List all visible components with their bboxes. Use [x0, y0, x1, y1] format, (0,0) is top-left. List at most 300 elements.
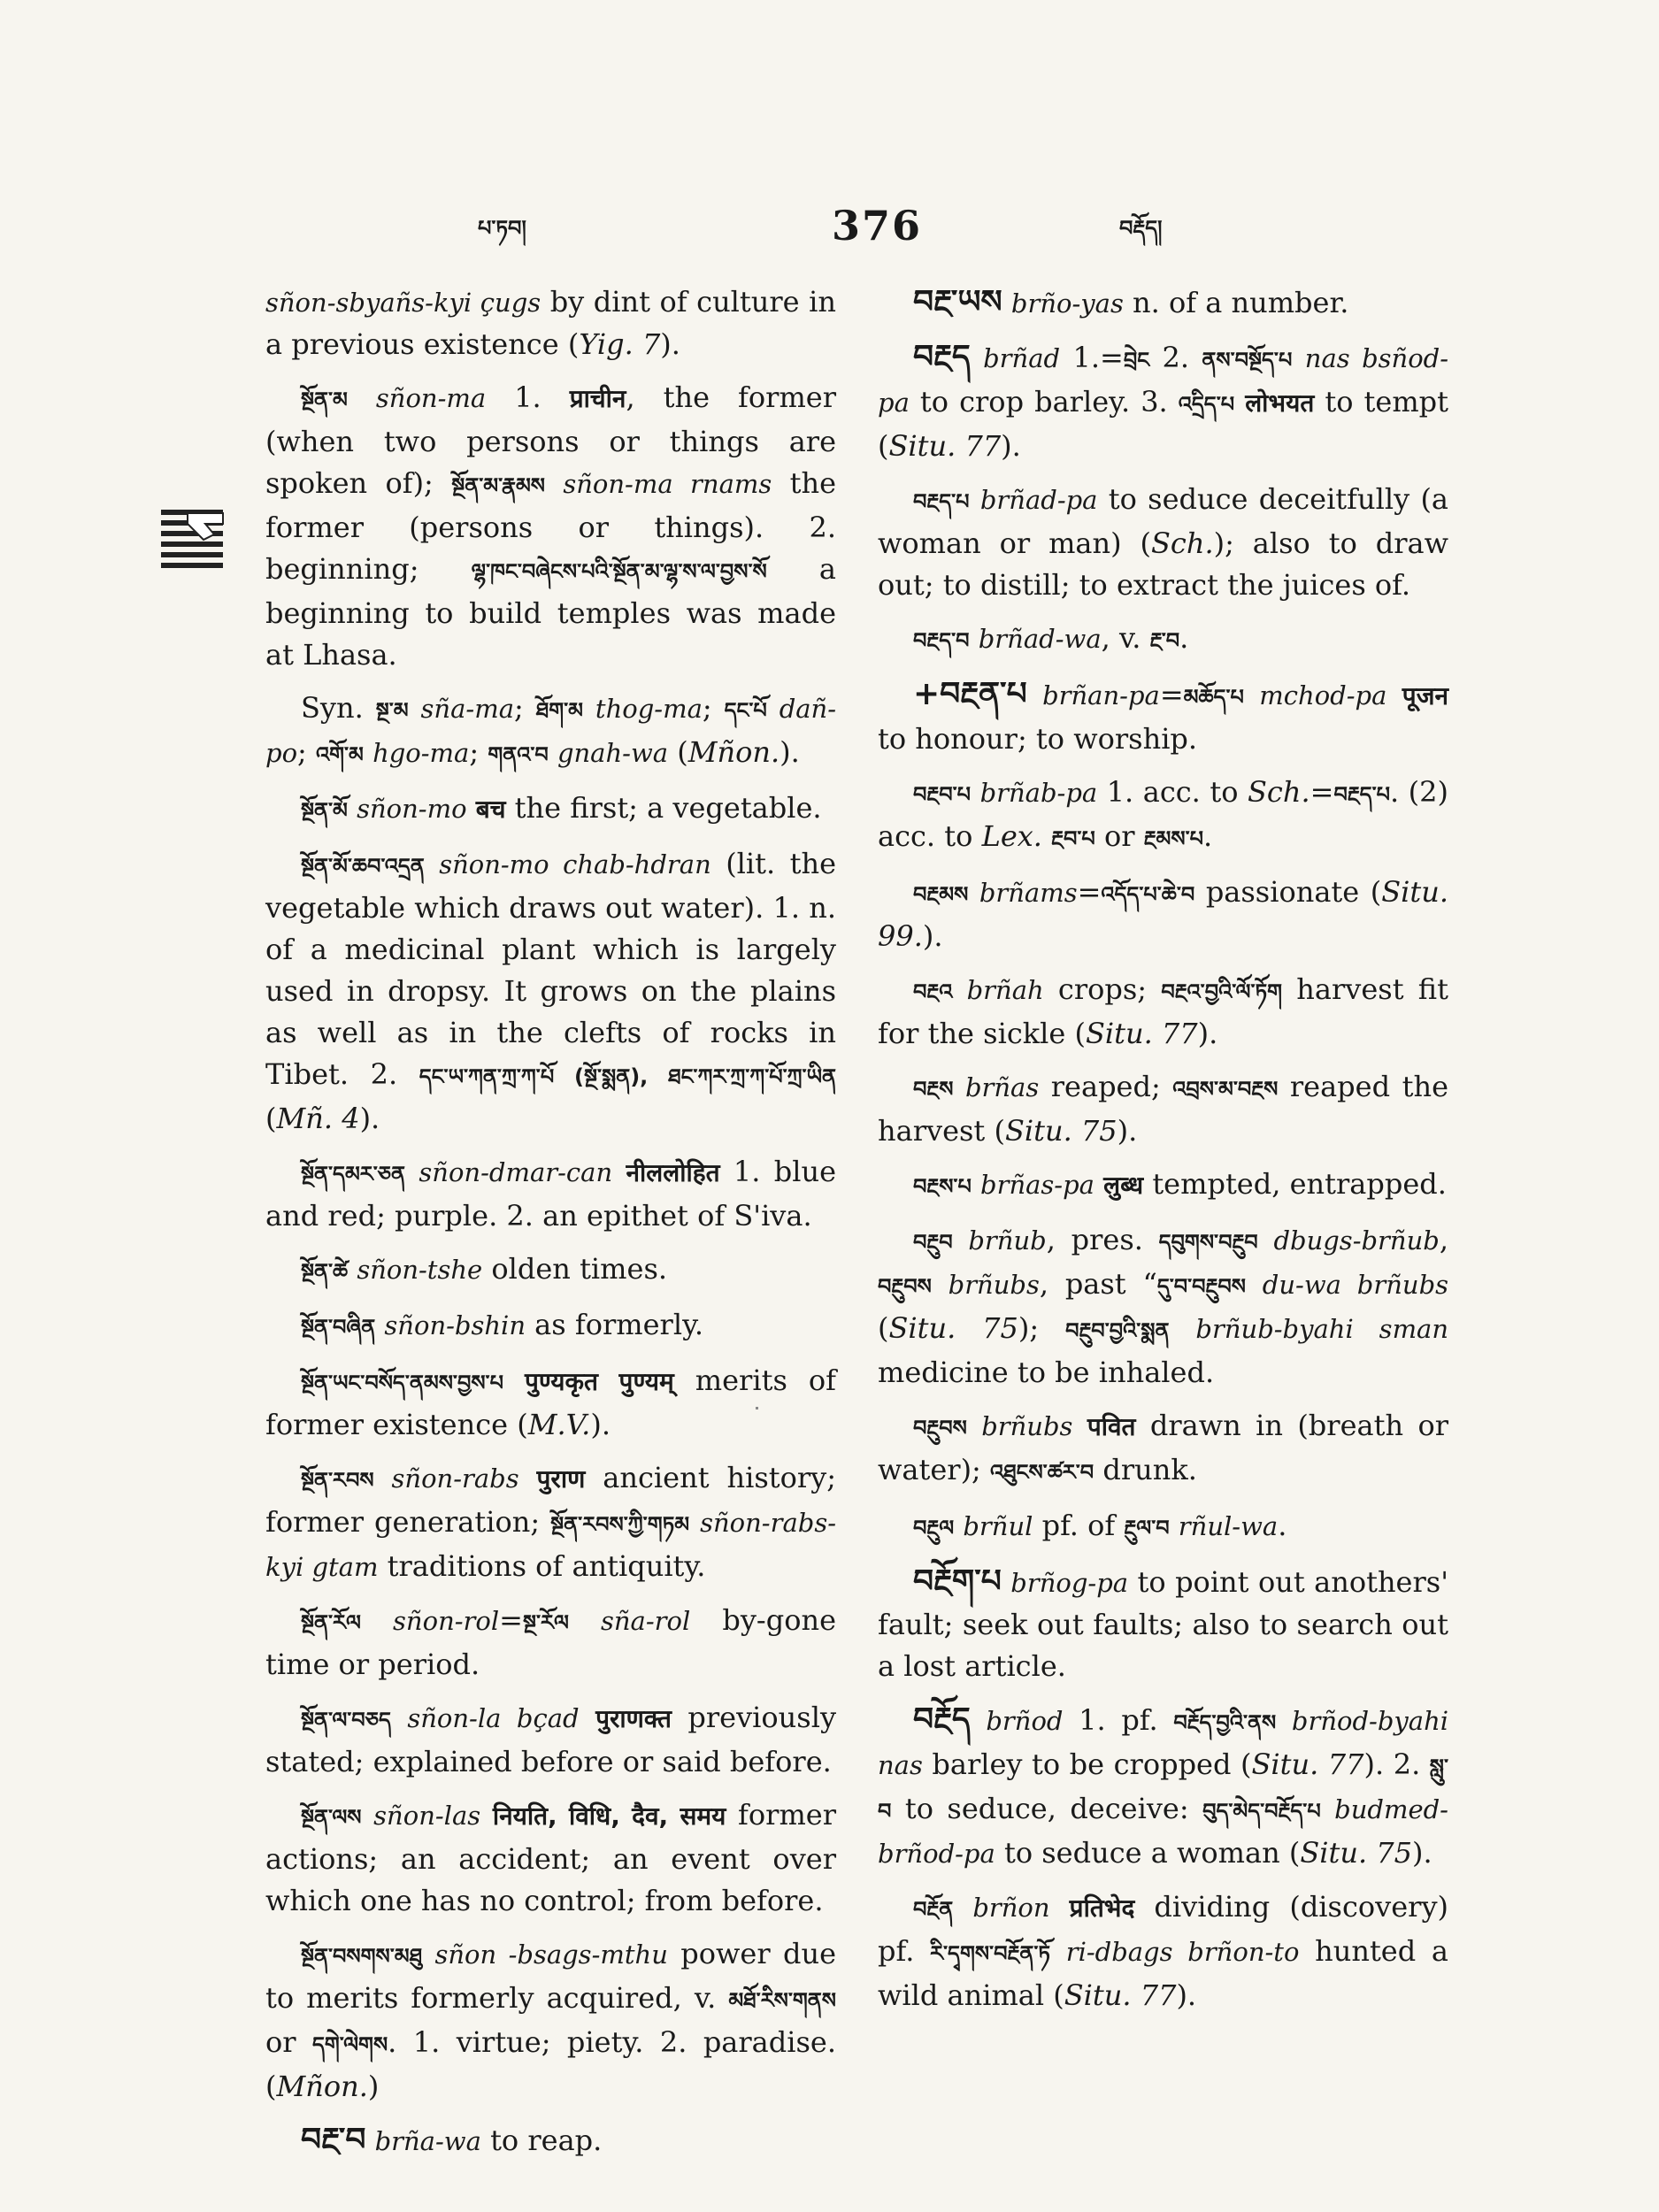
definition-text [1321, 1792, 1334, 1825]
definition-text: barley to be cropped ( [922, 1747, 1252, 1781]
transliteration: brñub-byahi sman [1195, 1314, 1449, 1344]
sanskrit-gloss: बच [475, 795, 506, 824]
definition-text: drunk. [1094, 1453, 1197, 1486]
page-number: 376 [832, 202, 923, 250]
dictionary-entry [265, 1794, 836, 1922]
definition-text [1050, 1934, 1066, 1968]
definition-text [1170, 1311, 1196, 1345]
dictionary-entry [878, 1886, 1448, 2016]
tibetan-headword: བརྔས [913, 1077, 954, 1102]
dictionary-entry [265, 1360, 836, 1446]
definition-text [1170, 1509, 1179, 1542]
definition-text [405, 1155, 419, 1188]
sanskrit-gloss: नीललोहित [626, 1158, 720, 1187]
dictionary-entry [878, 872, 1448, 957]
definition-text: to seduce deceitfully (a woman or man) ( [878, 482, 1449, 560]
definition-text: ). [1176, 1978, 1197, 2012]
dictionary-entry [878, 1405, 1448, 1494]
definition-text [970, 621, 979, 655]
tibetan-headword: བརྔོད་བྱའི་ནས [1173, 1710, 1277, 1735]
definition-text: 1. pf. [1063, 1703, 1174, 1737]
dictionary-entry [265, 1457, 836, 1588]
definition-text [1094, 1167, 1103, 1201]
definition-text: to honour; to worship. [878, 722, 1198, 756]
transliteration: brñas [964, 1072, 1040, 1102]
source-reference: Mñ. 4 [276, 1102, 360, 1135]
thumb-index-mark-icon [161, 504, 258, 575]
tibetan-headword: དབུགས་བརྔུབ [1158, 1230, 1258, 1255]
tibetan-headword: བརྔབ་པ [913, 782, 972, 807]
tibetan-headword: སྔོན་མ [301, 388, 348, 412]
left-column [265, 281, 836, 2174]
transliteration: brñon [972, 1893, 1050, 1923]
transliteration: sñon-rabs [391, 1463, 519, 1494]
transliteration: brñas-pa [980, 1170, 1094, 1200]
transliteration: brñubs [948, 1270, 1040, 1300]
definition-text [364, 735, 373, 769]
transliteration: brñub [968, 1225, 1047, 1256]
definition-text [1042, 819, 1051, 853]
definition-text: ( [265, 1102, 277, 1135]
tibetan-headword: སྔོན་ཡང་བསོད་ནམས་བྱས་པ [301, 1371, 503, 1395]
source-reference: Mñon. [276, 2070, 368, 2103]
definition-text: ); also to draw out; to distill; to extract the juices of. [878, 526, 1449, 602]
definition-text: 1. blue and red; purple. 2. an epithet of S'iva. [265, 1155, 837, 1233]
transliteration: rñul-wa [1178, 1511, 1279, 1541]
definition-text [1027, 678, 1042, 711]
definition-text [953, 1890, 972, 1924]
definition-text: or [265, 2025, 312, 2059]
definition-text: 1. acc. to [1097, 775, 1248, 809]
tibetan-headword-large: བརྔོད [913, 1701, 971, 1738]
definition-text: . [1179, 621, 1189, 655]
transliteration: gnah-wa [557, 738, 669, 768]
sanskrit-gloss: प्राचीन [569, 384, 626, 413]
definition-text: to crop barley. 3. [909, 385, 1179, 419]
definition-text [952, 972, 966, 1006]
definition-text: . [1278, 1509, 1287, 1542]
definition-text: ( [668, 735, 688, 769]
transliteration: nas bsñod-pa [878, 343, 1449, 418]
source-reference: Mñon. [687, 735, 780, 769]
source-reference: Situ. 77 [1085, 1017, 1198, 1050]
plus-mark: + [913, 675, 941, 712]
transliteration: sñon-la bçad [407, 1703, 580, 1733]
definition-text: , [1439, 1223, 1449, 1256]
definition-text [1072, 1409, 1087, 1442]
source-reference: Situ. 77 [1064, 1978, 1177, 2012]
definition-text: ancient history; former generation; [265, 1461, 837, 1539]
transliteration: dbugs-brñub [1273, 1225, 1440, 1256]
dictionary-entry [265, 281, 836, 365]
definition-text: to point out anothers' fault; seek out faults; also to search out a lost article. [878, 1565, 1449, 1683]
definition-text [1234, 385, 1245, 419]
definition-text: ). [359, 1102, 380, 1135]
tibetan-headword: བརྔད་བ [913, 628, 970, 653]
tibetan-headword: བརྔུབས [878, 1274, 932, 1299]
sanskrit-gloss: पुराणक्त [595, 1704, 672, 1733]
definition-text [374, 1461, 392, 1494]
tibetan-headword: སྔོན་བཞིན [301, 1315, 376, 1340]
tibetan-headword-large: བརྔན་པ [940, 676, 1027, 712]
tibetan-headword: བརྔའ [913, 979, 953, 1004]
tibetan-headword-large: བརྔ་ཡས [913, 284, 1002, 320]
definition-text: 1. [486, 380, 570, 414]
tibetan-headword: སྔ་མ [375, 698, 409, 723]
tibetan-headword: སྔོན་ལས [301, 1805, 362, 1830]
transliteration: brñul [963, 1511, 1033, 1541]
definition-text [953, 1070, 965, 1103]
transliteration: sñon-mo chab-hdran [439, 849, 711, 879]
definition-text [375, 1308, 384, 1341]
transliteration: dañ-po [265, 694, 837, 768]
definition-text: medicine to be inhaled. [878, 1356, 1215, 1389]
transliteration: brñad [983, 343, 1061, 373]
tibetan-headword: འཐུངས་ཚར་བ [990, 1460, 1094, 1485]
page-header [0, 202, 1659, 255]
transliteration: sña-rol [600, 1606, 691, 1636]
transliteration: sñon-rol [393, 1606, 500, 1636]
definition-text [689, 1505, 700, 1539]
tibetan-headword: འབྲས་མ་བརྔས [1172, 1077, 1279, 1102]
source-reference: M.V. [527, 1408, 591, 1441]
transliteration: brñab-pa [979, 778, 1098, 808]
definition-text [580, 1701, 595, 1734]
definition-text [767, 691, 780, 725]
source-reference: Situ. 75 [1300, 1836, 1413, 1870]
source-reference: Situ. 75 [888, 1311, 1018, 1345]
transliteration: ri-dbags brñon-to [1065, 1937, 1300, 1967]
dictionary-entry [878, 1561, 1448, 1687]
dictionary-entry [265, 1600, 836, 1686]
tibetan-headword: སྔོན་རབས [301, 1468, 374, 1493]
definition-text: . [1203, 819, 1213, 853]
definition-text: olden times. [482, 1252, 668, 1286]
tibetan-headword: ཐོག་མ [535, 698, 583, 723]
tibetan-headword: བརྔམས [913, 882, 969, 907]
tibetan-headword: བྲེང [1123, 348, 1150, 373]
definition-text: reaped; [1039, 1070, 1173, 1103]
tibetan-headword: རྔམས་པ [1143, 826, 1204, 851]
definition-text: = [1077, 875, 1102, 909]
tibetan-headword: བུད་མེད་བརྔོད་པ [1202, 1799, 1321, 1824]
transliteration: sñon -bsags-mthu [434, 1939, 668, 1970]
definition-text: ). [780, 735, 800, 769]
definition-text: (lit. the vegetable which draws out water). 1. n. of a medicinal plant which is largely used in dropsy. It grows on the plains as well as in the clefts of rocks in Tibet. 2. [265, 847, 836, 1091]
transliteration: brñad-pa [979, 485, 1098, 515]
sanskrit-gloss: पुण्यकृत पुण्यम् [525, 1367, 674, 1396]
definition-text: ; [297, 735, 316, 769]
dictionary-entry [265, 1304, 836, 1348]
tibetan-headword: བརྔའ་བྱའི་ལོ་ཏོག [1161, 979, 1283, 1004]
definition-text: ). [922, 919, 943, 953]
definition-text: , past “ [1039, 1267, 1157, 1301]
dictionary-entry [878, 479, 1448, 606]
definition-text: = [499, 1603, 523, 1637]
definition-text [569, 1603, 601, 1637]
definition-text: pf. of [1033, 1509, 1125, 1542]
dictionary-entry [265, 1151, 836, 1237]
tibetan-headword: དགེ་ལེགས [312, 2032, 388, 2057]
transliteration: brñad-wa [978, 624, 1102, 654]
definition-text [1246, 1267, 1263, 1301]
definition-text: the first; a vegetable. [505, 791, 822, 825]
tibetan-headword: འགོ་མ [315, 742, 364, 767]
print-speck [756, 1407, 758, 1409]
definition-text [503, 1363, 525, 1397]
definition-text: 2. [1149, 341, 1202, 374]
definition-text: , the former (when two persons or things are spoken of); [265, 380, 837, 500]
sanskrit-gloss: पूजन [1402, 681, 1449, 710]
transliteration: sñon-ma rnams [563, 469, 772, 499]
transliteration: sñon-sbyañs-kyi çugs [265, 288, 541, 318]
tibetan-headword: བརྔད་པ [1333, 782, 1390, 807]
definition-text: passionate ( [1194, 875, 1382, 909]
definition-text [361, 1603, 393, 1637]
definition-text: merits of former existence ( [265, 1363, 837, 1441]
definition-text: . (2) acc. to [878, 775, 1449, 853]
dictionary-entry [878, 336, 1448, 467]
dictionary-entry [878, 1219, 1448, 1394]
definition-text [1292, 341, 1304, 374]
dictionary-entry [878, 772, 1448, 860]
tibetan-headword: སྔོན་མ་རྣམས [451, 473, 545, 498]
source-reference: Sch. [1151, 526, 1214, 560]
definition-text [971, 1703, 987, 1737]
definition-text [1386, 678, 1402, 711]
tibetan-headword: རྔུལ་བ [1124, 1516, 1170, 1540]
tibetan-headword: དུ་བ་བརྔུབས [1156, 1274, 1246, 1299]
tibetan-headword: དང་ཡ་ཀན་ཀྲ་ཀ་པོ (སྔོ་སྨན), ཐང་ཀར་ཀྲ་ཀ་པོ་ཀྲ་ཡིན [419, 1064, 836, 1089]
definition-text: drawn in (breath or water); [878, 1409, 1449, 1486]
tibetan-headword: སྔོན་རབས་ཀྱི་གཏམ [550, 1512, 690, 1537]
transliteration: mchod-pa [1259, 680, 1387, 710]
tibetan-headword: ལྷ་ཁང་བཞེངས་པའི་སྔོན་མ་ལྷ་ས་ལ་བྱས་སོ [471, 559, 767, 584]
definition-text [467, 791, 476, 825]
dictionary-entry [265, 843, 836, 1140]
definition-text: reaped the harvest ( [878, 1070, 1448, 1148]
dictionary-entry [878, 1699, 1448, 1875]
tibetan-headword: སྔོན་ལ་བཅད [301, 1708, 391, 1732]
tibetan-headword-large: བརྔོག་པ [913, 1563, 1002, 1600]
transliteration: sñon-rabs-kyi gtam [265, 1508, 837, 1582]
tibetan-headword: ནས་བསྔོད་པ [1202, 348, 1293, 373]
definition-text: traditions of antiquity. [378, 1549, 706, 1583]
transliteration: sñon-dmar-can [419, 1157, 613, 1187]
transliteration: brñan-pa [1042, 680, 1160, 710]
definition-text [967, 1409, 981, 1442]
transliteration: sñon-ma [375, 383, 487, 413]
dictionary-entry [265, 377, 836, 676]
definition-text: ; [513, 691, 536, 725]
dictionary-entry [878, 281, 1448, 325]
definition-text [422, 1937, 434, 1970]
definition-text: to reap. [480, 2124, 603, 2157]
source-reference: Yig. 7 [579, 327, 661, 361]
definition-text: tempted, entrapped. [1143, 1167, 1447, 1201]
definition-text [348, 791, 357, 825]
tibetan-headword-large: བརྔ་བ [301, 2122, 366, 2158]
transliteration: brñod-byahi nas [878, 1706, 1449, 1780]
definition-text: to seduce, deceive: [891, 1792, 1203, 1825]
tibetan-headword: སྔོན་ཚེ [301, 1259, 349, 1284]
source-reference: Situ. 99. [878, 875, 1449, 953]
definition-text [971, 341, 983, 374]
dictionary-entry [878, 969, 1448, 1055]
left-running-head: པ་ཏབ། [478, 216, 526, 241]
tibetan-headword: མཆོད་པ [1183, 685, 1244, 710]
definition-text: harvest fit for the sickle ( [878, 972, 1448, 1050]
definition-text: ). [1197, 1017, 1218, 1050]
definition-text: ; [702, 691, 725, 725]
definition-text [1276, 1703, 1292, 1737]
tibetan-headword: བརྔུབས [913, 1416, 967, 1440]
tibetan-headword: མཐོ་རིས་གནས [728, 1988, 836, 2013]
tibetan-headword: བརྔོན [913, 1897, 954, 1922]
definition-text: ). [1412, 1836, 1432, 1870]
dictionary-entry [265, 1933, 836, 2108]
definition-text: former actions; an accident; an event over which one has no control; from before. [265, 1798, 837, 1917]
tibetan-headword: བརྔས་པ [913, 1174, 972, 1199]
definition-text [348, 380, 376, 414]
dictionary-entry [265, 687, 836, 776]
definition-text [409, 691, 421, 725]
tibetan-headword: རི་དྭགས་བརྔོན་ཏོ [930, 1941, 1050, 1966]
definition-text [970, 482, 980, 516]
definition-text [361, 1798, 373, 1832]
definition-text: by dint of culture in a previous existence ( [265, 285, 836, 361]
definition-text: ). [660, 327, 680, 361]
definition-text: the former (persons or things). 2. beginning; [265, 466, 837, 586]
tibetan-headword: རྔ་བ [1149, 628, 1180, 653]
sanskrit-gloss: लुब्ध [1103, 1171, 1144, 1200]
transliteration: brñah [966, 975, 1044, 1005]
tibetan-headword: དང་པོ [724, 698, 767, 723]
definition-text: ). [1001, 429, 1021, 463]
definition-text [968, 875, 979, 909]
definition-text [1002, 1565, 1010, 1599]
source-reference: Lex. [981, 819, 1042, 853]
definition-text: a beginning to build temples was made at Lhasa. [265, 552, 837, 672]
dictionary-entry [878, 1066, 1448, 1152]
transliteration: hgo-ma [373, 738, 470, 768]
tibetan-headword: སླུ་བ [878, 1755, 1449, 1824]
definition-text: crops; [1043, 972, 1162, 1006]
sanskrit-gloss: पुराण [536, 1464, 586, 1494]
transliteration: sña-ma [420, 694, 514, 724]
source-reference: Situ. 77 [888, 429, 1002, 463]
definition-text [348, 1252, 357, 1286]
tibetan-headword: སྔོན་མོ [301, 798, 348, 823]
definition-text [932, 1267, 949, 1301]
tibetan-headword: གནའ་བ [488, 742, 549, 767]
definition-text [1258, 1223, 1274, 1256]
dictionary-entry [265, 2119, 836, 2162]
definition-text [583, 691, 595, 725]
source-reference: Sch. [1248, 775, 1310, 809]
transliteration: brña-wa [374, 2126, 481, 2156]
transliteration: brñog-pa [1010, 1568, 1129, 1598]
right-running-head: བརྡོད། [1119, 216, 1163, 241]
definition-text [612, 1155, 626, 1188]
transliteration: thog-ma [595, 694, 703, 724]
tibetan-headword: བརྔུབ [913, 1230, 953, 1255]
transliteration: brño-yas [1010, 288, 1124, 319]
tibetan-headword: སྔོན་བསགས་མཐུ [301, 1944, 423, 1969]
source-reference: Situ. 75 [1004, 1114, 1118, 1148]
tibetan-headword-large: བརྔད [913, 339, 971, 375]
source-reference: Situ. 77 [1251, 1747, 1364, 1781]
right-column [878, 281, 1448, 2028]
tibetan-headword: སྔོན་དམར་ཅན [301, 1162, 406, 1187]
definition-text: previously stated; explained before or said before. [265, 1701, 837, 1778]
definition-text: ; [469, 735, 488, 769]
tibetan-headword: སྔ་རོལ [522, 1610, 569, 1635]
dictionary-entry [878, 1164, 1448, 1208]
tibetan-headword: བརྔུབ་བྱའི་སྨན [1065, 1318, 1170, 1343]
definition-text [365, 2124, 374, 2157]
transliteration: brñubs [981, 1411, 1073, 1441]
definition-text: hunted a wild animal ( [878, 1934, 1448, 2012]
dictionary-entry [878, 1505, 1448, 1549]
definition-text: or [1094, 819, 1144, 853]
tibetan-headword: སྔོན་མོ་ཆབ་འདྲན [301, 854, 425, 879]
transliteration: sñon-las [373, 1801, 481, 1831]
definition-text [545, 466, 563, 500]
definition-text [1002, 286, 1011, 319]
definition-text: by-gone time or period. [265, 1603, 836, 1681]
definition-text: dividing (discovery) pf. [878, 1890, 1449, 1968]
transliteration: du-wa brñubs [1262, 1270, 1449, 1300]
definition-text [549, 735, 557, 769]
transliteration: sñon-tshe [357, 1255, 483, 1285]
transliteration: brñams [979, 878, 1078, 908]
sanskrit-gloss: लोभयत [1245, 388, 1315, 418]
tibetan-headword: འདོད་པ་ཆེ་བ [1101, 882, 1195, 907]
definition-text: ); [1018, 1311, 1066, 1345]
definition-text: as formerly. [526, 1308, 704, 1341]
transliteration: sñon-mo [357, 794, 467, 824]
dictionary-entry [265, 787, 836, 832]
definition-text [954, 1509, 963, 1542]
dictionary-entry [265, 1248, 836, 1293]
definition-text: ). 2. [1363, 1747, 1430, 1781]
dictionary-entry [878, 618, 1448, 662]
tibetan-headword: སྔོན་རོལ [301, 1610, 361, 1635]
definition-text [519, 1461, 537, 1494]
definition-text [425, 847, 439, 880]
sanskrit-gloss: नियति, विधि, दैव, समय [492, 1801, 726, 1831]
definition-text [1244, 678, 1259, 711]
definition-text: = [1159, 678, 1184, 711]
sanskrit-gloss: प्रतिभेद [1069, 1893, 1135, 1923]
definition-text: . 1. virtue; piety. 2. paradise. ( [265, 2025, 837, 2103]
definition-text: = [1310, 775, 1334, 809]
definition-text: 1.= [1060, 341, 1124, 374]
sanskrit-gloss: पवित [1087, 1412, 1136, 1441]
definition-text [391, 1701, 407, 1734]
tibetan-headword: རྔབ་པ [1051, 826, 1095, 851]
definition-text: power due to merits formerly acquired, v. [265, 1937, 836, 2015]
definition-text [480, 1798, 493, 1832]
definition-text [953, 1223, 969, 1256]
definition-text: n. of a number. [1123, 286, 1349, 319]
dictionary-entry [265, 1697, 836, 1783]
definition-text: , v. [1101, 621, 1150, 655]
definition-text: , pres. [1046, 1223, 1159, 1256]
definition-text: ). [590, 1408, 611, 1441]
definition-text: to tempt ( [878, 385, 1449, 463]
